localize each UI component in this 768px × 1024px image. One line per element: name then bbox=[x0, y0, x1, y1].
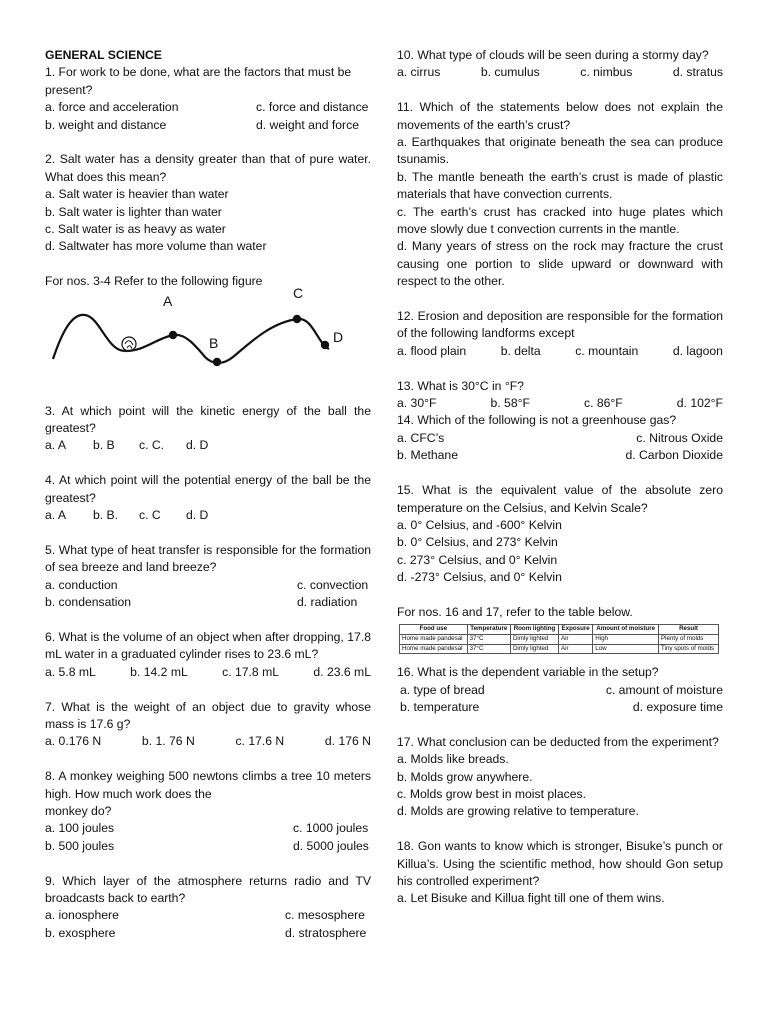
option-c: c. C. bbox=[139, 438, 165, 453]
option-b: b. The mantle beneath the earth’s crust is made of plastic materials that have convection currents. bbox=[397, 169, 723, 202]
option-d: d. Saltwater has more volume than water bbox=[45, 239, 267, 254]
question-stem: 12. Erosion and deposition are responsible for the formation of the following landforms except bbox=[397, 309, 723, 341]
option-b: b. Salt water is lighter than water bbox=[45, 204, 222, 219]
question-9 bbox=[45, 873, 371, 943]
option-d: d. 23.6 mL bbox=[313, 664, 371, 679]
option-b: b. 1. 76 N bbox=[141, 734, 195, 749]
option-b: b. 500 joules bbox=[45, 838, 115, 853]
option-b: b. 14.2 mL bbox=[130, 664, 188, 679]
table-cell: Low bbox=[593, 644, 659, 654]
table-header: Result bbox=[659, 625, 719, 635]
option-a: a. 0.176 N bbox=[45, 734, 102, 749]
table-cell: High bbox=[593, 634, 659, 644]
question-6 bbox=[45, 629, 371, 681]
table-cell: Dimly lighted bbox=[510, 644, 558, 654]
question-stem-continued: monkey do? bbox=[45, 803, 112, 818]
option-d: d. radiation bbox=[297, 595, 358, 610]
option-d: d. D bbox=[186, 438, 209, 453]
option-a: a. cirrus bbox=[397, 65, 441, 80]
question-stem: 8. A monkey weighing 500 newtons climbs a tree 10 meters high. How much work does the bbox=[45, 769, 371, 801]
point-a-dot bbox=[169, 330, 177, 338]
question-11 bbox=[397, 99, 723, 290]
table-cell: Home made pandesal bbox=[400, 634, 468, 644]
page-title: GENERAL SCIENCE bbox=[45, 48, 162, 62]
table-cell: Air bbox=[559, 644, 593, 654]
question-stem: 2. Salt water has a density greater than that of pure water. What does this mean? bbox=[45, 152, 371, 184]
table-header: Temperature bbox=[467, 625, 510, 635]
question-stem: 7. What is the weight of an object due to gravity whose mass is 17.6 g? bbox=[45, 699, 371, 731]
question-stem: 1. For work to be done, what are the factors that must be present? bbox=[45, 65, 352, 97]
hill-curve-drawing bbox=[45, 299, 345, 381]
option-d: d. stratus bbox=[672, 65, 723, 80]
option-d: d. D bbox=[186, 508, 209, 523]
point-b-dot bbox=[213, 357, 221, 365]
question-10 bbox=[397, 47, 723, 82]
question-3 bbox=[45, 403, 371, 455]
option-c: c. mesosphere bbox=[285, 908, 365, 923]
question-17 bbox=[397, 734, 723, 821]
question-14 bbox=[397, 412, 723, 464]
table-header: Food use bbox=[400, 625, 468, 635]
question-stem: 14. Which of the following is not a greenhouse gas? bbox=[397, 413, 677, 428]
option-b: b. temperature bbox=[400, 699, 480, 714]
question-stem: 17. What conclusion can be deducted from the experiment? bbox=[397, 734, 719, 749]
table-header: Room lighting bbox=[510, 625, 558, 635]
option-a: a. A bbox=[45, 508, 67, 523]
question-4 bbox=[45, 472, 371, 524]
option-a: a. Salt water is heavier than water bbox=[45, 187, 229, 202]
table-cell: Plenty of molds bbox=[659, 634, 719, 644]
figure-intro: For nos. 3-4 Refer to the following figure bbox=[45, 274, 263, 289]
option-c: c. 17.8 mL bbox=[222, 664, 280, 679]
question-8 bbox=[45, 768, 371, 855]
question-stem: 13. What is 30°C in °F? bbox=[397, 378, 524, 393]
question-13 bbox=[397, 378, 723, 413]
option-b: b. delta bbox=[500, 343, 541, 358]
label-b: B bbox=[209, 334, 219, 351]
option-a: a. Let Bisuke and Killua fight till one of them wins. bbox=[397, 891, 665, 906]
option-b: b. B bbox=[93, 438, 115, 453]
option-d: d. 5000 joules bbox=[293, 838, 369, 853]
ball-icon bbox=[122, 337, 136, 351]
option-d: d. lagoon bbox=[672, 343, 723, 358]
question-stem: 16. What is the dependent variable in the setup? bbox=[397, 665, 659, 680]
table-cell: 37°C bbox=[467, 634, 510, 644]
option-d: d. Carbon Dioxide bbox=[625, 448, 723, 463]
point-d-dot bbox=[321, 340, 329, 348]
option-c: c. 86°F bbox=[583, 396, 623, 411]
experiment-table bbox=[399, 624, 719, 654]
option-b: b. Molds grow anywhere. bbox=[397, 769, 533, 784]
question-stem: 15. What is the equivalent value of the absolute zero temperature on the Celsius, and Kelvin Scale? bbox=[397, 483, 723, 515]
hill-ball-figure bbox=[45, 284, 345, 381]
left-column bbox=[45, 47, 371, 942]
question-stem: 3. At which point will the kinetic energy of the ball the greatest? bbox=[45, 403, 371, 436]
question-1 bbox=[45, 64, 371, 134]
option-a: a. conduction bbox=[45, 577, 118, 592]
option-c: c. convection bbox=[297, 577, 369, 592]
question-stem: 11. Which of the statements below does not explain the movements of the earth’s crust? bbox=[397, 100, 723, 132]
table-intro: For nos. 16 and 17, refer to the table below. bbox=[397, 604, 633, 619]
question-15 bbox=[397, 482, 723, 586]
question-stem: 5. What type of heat transfer is responsible for the formation of sea breeze and land breeze? bbox=[45, 542, 371, 575]
option-c: c. Nitrous Oxide bbox=[636, 430, 723, 445]
question-7 bbox=[45, 699, 371, 751]
option-c: c. nimbus bbox=[580, 65, 633, 80]
option-b: b. condensation bbox=[45, 595, 132, 610]
option-d: d. exposure time bbox=[632, 699, 723, 714]
option-a: a. force and acceleration bbox=[45, 100, 179, 115]
point-c-dot bbox=[293, 314, 301, 322]
option-d: d. 176 N bbox=[324, 734, 371, 749]
table-cell: 37°C bbox=[467, 644, 510, 654]
table-cell: Air bbox=[559, 634, 593, 644]
option-a: a. Earthquakes that originate beneath the sea can produce tsunamis. bbox=[397, 135, 723, 167]
option-d: d. Many years of stress on the rock may fracture the crust causing one portion to slide upward or downward with respect to the other. bbox=[397, 239, 723, 289]
option-b: b. 58°F bbox=[490, 396, 530, 411]
option-c: c. 1000 joules bbox=[293, 821, 369, 836]
hill-path bbox=[53, 314, 329, 362]
option-b: b. weight and distance bbox=[45, 117, 167, 132]
table-row bbox=[400, 634, 719, 644]
option-d: d. 102°F bbox=[676, 396, 723, 411]
option-b: b. exosphere bbox=[45, 925, 116, 940]
option-a: a. CFC’s bbox=[397, 430, 445, 445]
option-c: c. 273° Celsius, and 0° Kelvin bbox=[397, 552, 558, 567]
question-stem: 9. Which layer of the atmosphere returns radio and TV broadcasts back to earth? bbox=[45, 873, 371, 905]
table-cell: Home made pandesal bbox=[400, 644, 468, 654]
option-a: a. flood plain bbox=[397, 343, 467, 358]
option-a: a. type of bread bbox=[400, 682, 485, 697]
question-16 bbox=[397, 664, 723, 716]
option-a: a. 0° Celsius, and -600° Kelvin bbox=[397, 517, 562, 532]
option-a: a. ionosphere bbox=[45, 908, 119, 923]
table-header: Amount of moisture bbox=[593, 625, 659, 635]
table-cell: Dimly lighted bbox=[510, 634, 558, 644]
question-12 bbox=[397, 308, 723, 360]
option-a: a. 5.8 mL bbox=[45, 664, 96, 679]
question-stem: 18. Gon wants to know which is stronger, Bisuke’s punch or Killua’s. Using the scientific method, how should Gon setup his controlled experiment? bbox=[397, 839, 723, 888]
option-d: d. stratosphere bbox=[285, 925, 367, 940]
option-a: a. 30°F bbox=[397, 396, 437, 411]
label-d: D bbox=[333, 328, 344, 345]
option-d: d. weight and force bbox=[256, 117, 359, 132]
option-b: b. Methane bbox=[397, 448, 458, 463]
option-a: a. 100 joules bbox=[45, 821, 115, 836]
table-header: Exposure bbox=[559, 625, 593, 635]
question-stem: 10. What type of clouds will be seen during a stormy day? bbox=[397, 48, 709, 62]
option-c: c. Molds grow best in moist places. bbox=[397, 786, 586, 801]
right-column bbox=[397, 47, 723, 908]
option-c: c. The earth’s crust has cracked into huge plates which move slowly due t convection currents in the mantle. bbox=[397, 204, 723, 237]
option-b: b. 0° Celsius, and 273° Kelvin bbox=[397, 535, 558, 550]
label-c: C bbox=[293, 284, 304, 301]
option-b: b. B. bbox=[93, 508, 119, 523]
option-a: a. A bbox=[45, 438, 67, 453]
option-c: c. amount of moisture bbox=[605, 682, 723, 697]
question-stem: 6. What is the volume of an object when after dropping, 17.8 mL water in a graduated cylinder rises to 23.6 mL? bbox=[45, 629, 371, 662]
option-c: c. 17.6 N bbox=[235, 734, 285, 749]
option-a: a. Molds like breads. bbox=[397, 752, 509, 767]
option-c: c. mountain bbox=[575, 343, 639, 358]
option-d: d. Molds are growing relative to temperature. bbox=[397, 804, 639, 819]
table-row bbox=[400, 644, 719, 654]
option-c: c. Salt water is as heavy as water bbox=[45, 222, 226, 237]
table-cell: Tiny spots of molds bbox=[659, 644, 719, 654]
table-header-row bbox=[400, 625, 719, 635]
question-stem: 4. At which point will the potential energy of the ball be the greatest? bbox=[45, 473, 371, 505]
question-2 bbox=[45, 151, 371, 255]
label-a: A bbox=[163, 292, 173, 309]
question-5 bbox=[45, 542, 371, 612]
option-d: d. -273° Celsius, and 0° Kelvin bbox=[397, 570, 562, 585]
option-c: c. C bbox=[139, 508, 161, 523]
question-18 bbox=[397, 838, 723, 908]
option-c: c. force and distance bbox=[256, 100, 369, 115]
option-b: b. cumulus bbox=[480, 65, 540, 80]
